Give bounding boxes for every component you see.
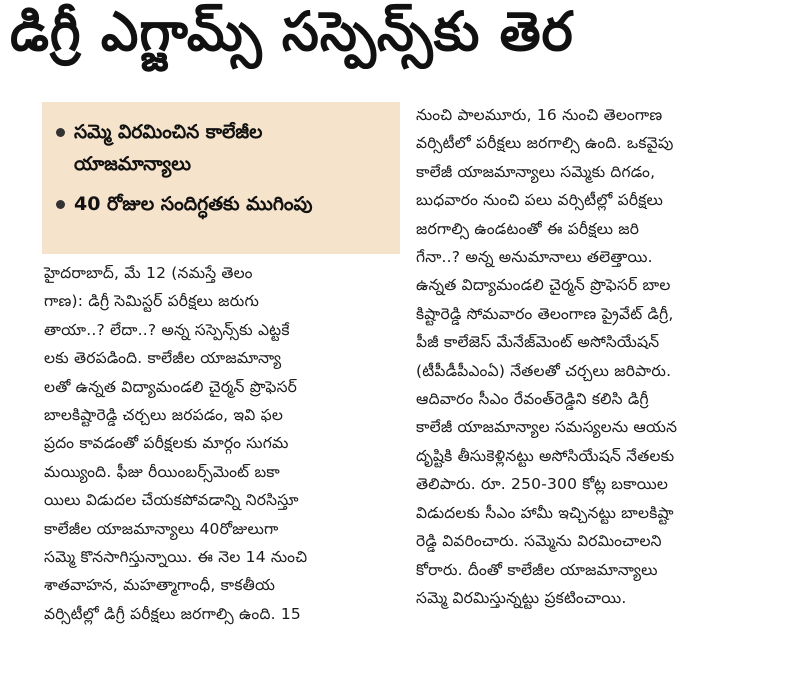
headline: డిగ్రీ ఎగ్జామ్స్ సస్పెన్స్‌కు తెర <box>10 0 574 63</box>
highlight-item <box>56 188 388 220</box>
text-line: పీజీ కాలేజెస్ మేనేజ్‌మెంట్ అసోసియేషన్ <box>416 333 660 352</box>
text-line: సమ్మె కొనసాగిస్తున్నాయి. ఈ నెల 14 నుంచి <box>44 548 308 567</box>
text-line: కాలేజీల యాజమాన్యాలు 40రోజులుగా <box>44 519 279 538</box>
text-line: ప్రదం కావడంతో పరీక్షలకు మార్గం సుగమ <box>44 434 289 453</box>
text-line: కిష్టారెడ్డి సోమవారం తెలంగాణ ప్రైవేట్ డిగ్రీ, <box>416 304 674 323</box>
text-line: సమ్మె విరమిస్తున్నట్టు ప్రకటించాయి. <box>416 588 627 607</box>
text-line: హైదరాబాద్, మే 12 (నమస్తే తెలం <box>44 264 253 282</box>
text-line: బాలకిష్టారెడ్డి చర్చలు జరపడం, ఇవి ఫల <box>44 406 284 425</box>
highlight-text: 40 రోజుల సందిగ్ధతకు ముగింపు <box>74 193 313 215</box>
text-line: తాయా..? లేదా..? అన్న సస్పెన్స్‌కు ఎట్టకే <box>44 320 290 339</box>
highlight-box <box>42 102 400 254</box>
text-line: కోరారు. దీంతో కాలేజీల యాజమాన్యాలు <box>416 560 658 579</box>
text-line: గాణ): డిగ్రీ సెమిస్టర్ పరీక్షలు జరుగు <box>44 292 260 311</box>
text-line: మయ్యింది. ఫీజు రీయింబర్స్‌మెంట్ బకా <box>44 462 280 481</box>
bullet-icon <box>56 188 74 220</box>
highlight-item <box>56 116 388 180</box>
highlight-text: సమ్మె విరమించిన కాలేజీల యాజమాన్యాలు <box>74 121 263 175</box>
text-line: గేనా..? అన్న అనుమానాలు తలెత్తాయి. <box>416 248 653 267</box>
text-line: నుంచి పాలమూరు, 16 నుంచి తెలంగాణ <box>416 106 663 124</box>
text-line: జరగాల్సి ఉండటంతో ఈ పరీక్షలు జరి <box>416 219 640 238</box>
text-line: విడుదలకు సీఎం హామీ ఇచ్చినట్టు బాలకిష్టా <box>416 503 674 522</box>
text-line: బుధవారం నుంచి పలు వర్సిటీల్లో పరీక్షలు <box>416 191 664 210</box>
text-line: తెలిపారు. రూ. 250-300 కోట్ల బకాయిల <box>416 475 669 494</box>
bullet-icon <box>56 116 74 148</box>
text-line: ఉన్నత విద్యామండలి చైర్మన్ ప్రొఫెసర్ బాల <box>416 276 671 295</box>
article-column-left <box>44 259 400 628</box>
article-column-right <box>416 101 766 612</box>
text-line: వర్సిటీలో పరీక్షలు జరగాల్సి ఉంది. ఒకవైపు <box>416 134 674 153</box>
text-line: యిలు విడుదల చేయకపోవడాన్ని నిరసిస్తూ <box>44 491 299 510</box>
text-line: (టీపీడీపీఎంఏ) నేతలతో చర్చలు జరిపారు. <box>416 361 672 380</box>
text-line: కాలేజీ యాజమాన్యాలు సమ్మెకు దిగడం, <box>416 162 656 181</box>
text-line: లకు తెరపడింది. కాలేజీల యాజమాన్యా <box>44 349 282 368</box>
text-line: రెడ్డి వివరించారు. సమ్మెను విరమించాలని <box>416 532 662 551</box>
text-line: కాలేజీ యాజమాన్యాల సమస్యలను ఆయన <box>416 418 678 437</box>
text-line: దృష్టికి తీసుకెళ్లినట్టు అసోసియేషన్ నేతలకు <box>416 446 675 465</box>
text-line: శాతవాహన, మహత్మాగాంధీ, కాకతీయ <box>44 576 276 595</box>
text-line: వర్సిటీల్లో డిగ్రీ పరీక్షలు జరగాల్సి ఉంది. 15 <box>44 604 301 623</box>
text-line: ఆదివారం సీఎం రేవంత్‌రెడ్డిని కలిసి డిగ్రీ <box>416 390 649 409</box>
text-line: లతో ఉన్నత విద్యామండలి చైర్మన్ ప్రొఫెసర్ <box>44 377 298 396</box>
